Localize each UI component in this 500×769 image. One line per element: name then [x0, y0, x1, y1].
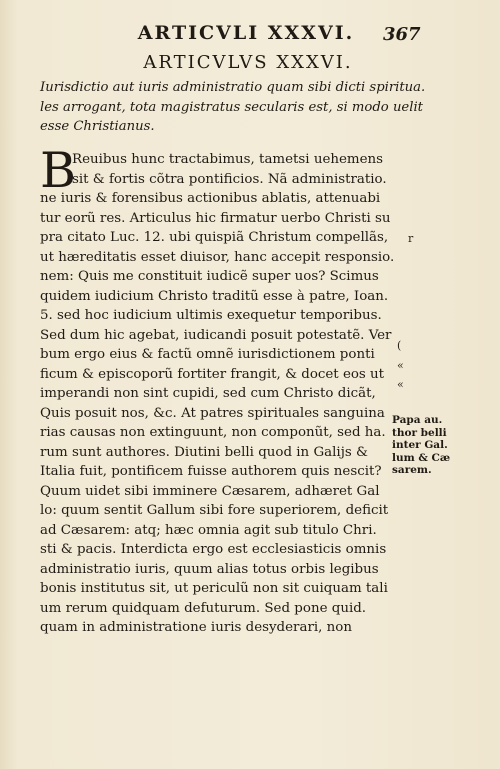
- text-line: bonis institutus sit, ut periculũ non sit cuiquam tali: [40, 581, 388, 596]
- text-line: pra citato Luc. 12. ubi quispiã Christum compellãs,: [40, 230, 389, 245]
- chapter-heading: ARTICVLVS XXXVI.: [143, 52, 353, 73]
- text-line: rum sunt authores. Diutini belli quod in Galijs &: [40, 444, 368, 460]
- text-line: Quis posuit nos, &c. At patres spirituales sanguina: [40, 405, 385, 421]
- body-text: [40, 142, 402, 638]
- margin-note: [392, 414, 462, 477]
- margin-quote-mark: «: [397, 359, 404, 372]
- summary-line: esse Christianus.: [40, 119, 155, 134]
- summary-line: Iurisdictio aut iuris administratio quam sibi dicti spiritua.: [40, 80, 426, 95]
- margin-note-line: thor belli: [392, 426, 447, 439]
- text-line: um rerum quidquam defuturum. Sed pone quid.: [40, 600, 367, 616]
- text-line: bum ergo eius & factũ omnẽ iurisdictionem ponti: [40, 347, 375, 362]
- text-line: Quum uidet sibi imminere Cæsarem, adhæret Gal: [40, 483, 380, 499]
- text-line: Reuibus hunc tractabimus, tametsi uehemens: [72, 152, 384, 167]
- text-line: quidem iudicium Christo traditũ esse à patre, Ioan.: [40, 288, 389, 304]
- margin-bracket-mark: r: [408, 232, 414, 245]
- running-title: ARTICVLI XXXVI.: [137, 22, 355, 44]
- margin-quote-mark: «: [397, 378, 404, 391]
- margin-note-line: sarem.: [392, 464, 432, 477]
- text-line: ne iuris & forensibus actionibus ablatis, attenuabi: [40, 191, 381, 206]
- text-line: rias causas non extinguunt, non componũt, sed ha.: [40, 425, 386, 440]
- text-line: sti & pacis. Interdicta ergo est ecclesiasticis omnis: [40, 542, 387, 557]
- text-line: ut hæreditatis esset diuisor, hanc accepit responsio.: [40, 249, 395, 265]
- text-line: lo: quum sentit Gallum sibi fore superiorem, deficit: [40, 503, 389, 518]
- text-line: quam in administratione iuris desyderari, non: [40, 620, 352, 635]
- article-summary: [40, 78, 426, 137]
- text-line: 5. sed hoc iudicium ultimis exequetur temporibus.: [40, 308, 382, 323]
- text-line: ficum & episcoporũ fortiter frangit, & docet eos ut: [40, 366, 385, 382]
- margin-note-line: lum & Cæ: [392, 451, 451, 464]
- text-line: administratio iuris, quum alias totus orbis legibus: [40, 561, 379, 577]
- text-line: Sed dum hic agebat, iudicandi posuit potestatẽ. Ver: [40, 327, 392, 343]
- text-line: nem: Quis me constituit iudicẽ super uos? Scimus: [40, 269, 379, 284]
- text-line: tur eorũ res. Articulus hic firmatur uerbo Christi su: [40, 210, 391, 226]
- margin-paren-mark: (: [397, 339, 402, 352]
- margin-note-line: inter Gal.: [392, 439, 448, 452]
- text-line: sit & fortis cõtra pontificios. Nã administratio.: [72, 171, 387, 187]
- summary-line: les arrogant, tota magistratus secularis est, si modo uelit: [40, 99, 423, 115]
- text-line: imperandi non sint cupidi, sed cum Christo dicãt,: [40, 386, 376, 401]
- text-line: ad Cæsarem: atq; hæc omnia agit sub titulo Chri.: [40, 522, 377, 538]
- drop-cap: B: [40, 142, 77, 199]
- margin-note-line: Papa au.: [392, 414, 443, 426]
- page-number: 367: [383, 24, 421, 45]
- text-line: Italia fuit, pontificem fuisse authorem quis nescit?: [40, 464, 382, 479]
